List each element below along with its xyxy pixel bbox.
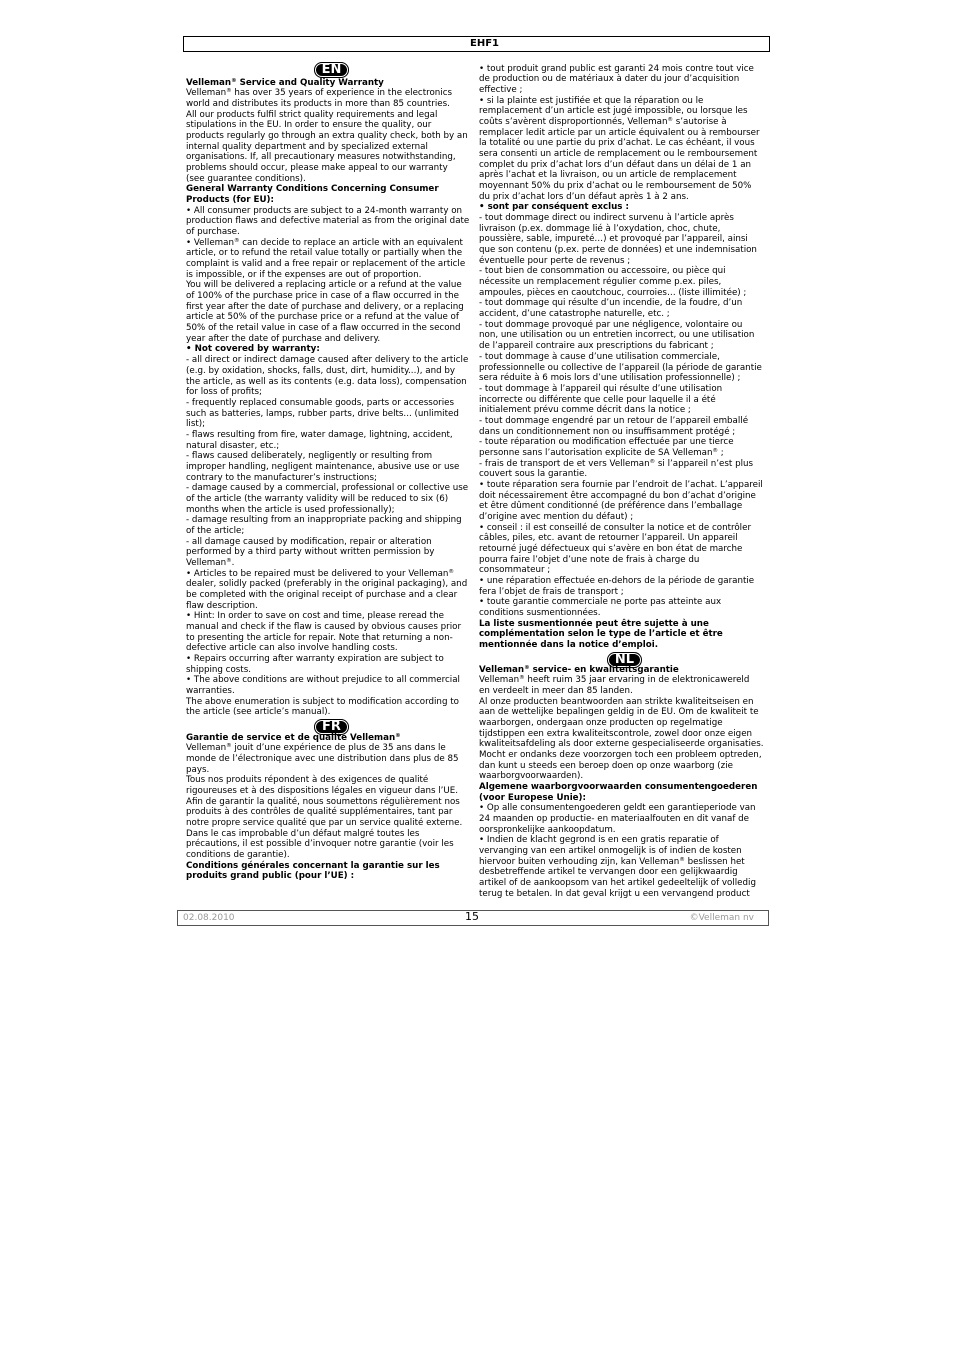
nl-text-line: oorspronkelijke aankoopdatum. — [479, 824, 616, 835]
model-name: EHF1 — [470, 38, 499, 49]
fr-text-continued-line: la totalité ou une partie du prix d’achat. Le cas échéant, il vous — [479, 138, 755, 149]
en-text-line: - damage caused by a commercial, professional or collective use — [186, 483, 469, 494]
fr-text-continued-line: poussière, sable, impureté…) et provoqué par l’appareil, ainsi — [479, 234, 748, 245]
en-text-line: • Not covered by warranty: — [186, 344, 320, 355]
fr-text-continued-line: La liste susmentionnée peut être sujette à une — [479, 618, 709, 629]
nl-text-line: waarborgvoorwaarden). — [479, 771, 584, 782]
fr-text-continued-line: moyennant 50% du prix d’achat ou le remboursement de 50% — [479, 181, 752, 192]
fr-text-line: conditions de garantie). — [186, 850, 290, 861]
fr-text-line: produits à des contrôles de qualité supplémentaires, tant par — [186, 807, 453, 818]
en-text-line: • Velleman® can decide to replace an article with an equivalent — [186, 237, 463, 248]
nl-text-line: Mocht er ondanks deze voorzorgen toch een probleem optreden, — [479, 750, 762, 761]
en-text-line: Products (for EU): — [186, 195, 274, 206]
fr-text-continued-line: - tout dommage provoqué par une négligence, volontaire ou — [479, 319, 743, 330]
nl-text-line: Algemene waarborgvoorwaarden consumentengoederen — [479, 782, 758, 793]
fr-text-continued-line: éventuelle pour perte de revenus ; — [479, 255, 631, 266]
en-text-line: of the article; — [186, 525, 245, 536]
fr-text-continued-line: complet du prix d’achat lors d’un défaut dans un délai de 1 an — [479, 159, 752, 170]
en-text-line: defective article can also involve handling costs. — [186, 643, 398, 654]
en-text-line: (e.g. by oxidation, shocks, falls, dust, dirt, humidity...), and by — [186, 365, 456, 376]
en-text-line: (see guarantee conditions). — [186, 173, 306, 184]
nl-text-line: Velleman® service- en kwaliteitsgarantie — [479, 664, 679, 675]
language-badge-en: EN — [314, 62, 349, 78]
fr-text-continued-line: consommateur ; — [479, 565, 551, 576]
language-badge-nl: NL — [607, 652, 642, 668]
en-text-line: to presenting the article for repair. Note that returning a non- — [186, 632, 453, 643]
en-text-line: • Hint: In order to save on cost and time, please reread the — [186, 611, 444, 622]
footer-copyright: ©Velleman nv — [689, 913, 754, 923]
en-text-line: natural disaster, etc.; — [186, 440, 280, 451]
fr-text-line: Tous nos produits répondent à des exigences de qualité — [186, 775, 429, 786]
fr-text-line: Velleman® jouit d’une expérience de plus de 35 ans dans le — [186, 743, 446, 754]
en-warranty-text — [186, 78, 478, 718]
fr-text-continued-line: sera consenti un article de remplacement ou le remboursement — [479, 149, 758, 160]
en-text-line: complaint is valid and a free repair or replacement of the article — [186, 259, 466, 270]
fr-text-continued-line: doit nécessairement être accompagné du bon d’achat d’origine — [479, 490, 756, 501]
en-text-line: - damage resulting from an inappropriate packing and shipping — [186, 515, 462, 526]
fr-text-continued-line: coûts s’avèrent disproportionnés, Velleman® s’autorise à — [479, 117, 727, 128]
fr-text-continued-line: • une réparation effectuée en-dehors de la période de garantie — [479, 575, 755, 586]
fr-text-line: pays. — [186, 764, 210, 775]
fr-text-continued-line: câbles, piles, etc. avant de retourner l’appareil. Un appareil — [479, 533, 738, 544]
fr-text-continued-line: professionnelle ou collective de l’appareil (la période de garantie — [479, 362, 762, 373]
nl-text-line: (voor Europese Unie): — [479, 792, 587, 803]
en-text-line: • The above conditions are without prejudice to all commercial — [186, 675, 460, 686]
fr-text-continued-line: et être dûment conditionné (de préférence dans l’emballage — [479, 501, 743, 512]
fr-text-continued-line: - frais de transport de et vers Velleman® si l’appareil n’est plus — [479, 458, 754, 469]
nl-text-line: terug te betalen. In dat geval krijgt u een vervangend product — [479, 888, 750, 899]
en-text-line: - flaws caused deliberately, negligently or resulting from — [186, 451, 433, 462]
en-text-line: performed by a third party without written permission by — [186, 547, 435, 558]
fr-text-line: Dans le cas improbable d’un défaut malgré toutes les — [186, 828, 420, 839]
en-text-line: General Warranty Conditions Concerning Consumer — [186, 184, 439, 195]
fr-text-line: Afin de garantir la qualité, nous soumettons régulièrement nos — [186, 796, 460, 807]
page-footer — [177, 910, 769, 926]
fr-text-continued-line: • toute garantie commerciale ne porte pas atteinte aux — [479, 597, 722, 608]
fr-text-continued-line: conditions susmentionnées. — [479, 607, 601, 618]
nl-text-line: 24 maanden op productie- en materiaalfouten en dit vanaf de — [479, 814, 749, 825]
en-text-line: • Repairs occurring after warranty expiration are subject to — [186, 653, 444, 664]
nl-text-line: Al onze producten beantwoorden aan strikte kwaliteitseisen en — [479, 696, 754, 707]
fr-text-continued-line: complémentation selon le type de l’article et être — [479, 629, 723, 640]
fr-text-continued-line: remplacer ledit article par un article équivalent ou à rembourser — [479, 127, 760, 138]
en-text-line: Velleman® Service and Quality Warranty — [186, 77, 384, 88]
nl-text-line: kwaliteitsafdeling als door externe gespecialiseerde organisaties. — [479, 739, 764, 750]
en-text-line: the article, as well as its contents (e.g. data loss), compensation — [186, 376, 467, 387]
nl-warranty-text — [479, 665, 771, 900]
fr-text-continued-line: • toute réparation sera fournie par l’endroit de l’achat. L’appareil — [479, 479, 763, 490]
fr-text-continued-line: livraison (p.ex. dommage lié à l’oxydation, choc, chute, — [479, 223, 721, 234]
fr-text-continued-line: sera réduite à 6 mois lors d’une utilisation professionnelle) ; — [479, 373, 741, 384]
fr-text-continued-line: de production ou de matériaux à dater du jour d’acquisition — [479, 74, 740, 85]
en-text-line: months when the article is used professionally); — [186, 504, 395, 515]
fr-text-continued-line: - tout dommage à l’appareil qui résulte d’une utilisation — [479, 383, 723, 394]
en-text-line: You will be delivered a replacing article or a refund at the value — [186, 280, 462, 291]
en-text-line: products regularly go through an extra quality check, both by an — [186, 131, 468, 142]
en-text-line: internal quality department and by specialized external — [186, 141, 428, 152]
fr-text-continued-line: de l’appareil contraire aux prescriptions du fabricant ; — [479, 341, 714, 352]
fr-text-continued-line: • si la plainte est justifiée et que la réparation ou le — [479, 95, 704, 106]
fr-text-continued-line: nécessite un remplacement régulier comme p.ex. piles, — [479, 277, 722, 288]
en-text-line: article, or to refund the retail value totally or partially when the — [186, 248, 463, 259]
fr-text-line: notre propre service qualité que par un service qualité externe. — [186, 818, 463, 829]
en-text-line: article at 50% of the purchase price or a refund at the value of — [186, 312, 459, 323]
fr-text-continued-line: couvert sous la garantie. — [479, 469, 588, 480]
fr-text-line: monde de l’électronique avec une distribution dans plus de 85 — [186, 754, 459, 765]
en-text-line: be completed with the original receipt of purchase and a clear — [186, 589, 458, 600]
fr-text-line: Conditions générales concernant la garantie sur les — [186, 860, 440, 871]
en-text-line: warranties. — [186, 685, 235, 696]
fr-text-line: rigoureuses et à des dispositions légales en vigueur dans l’UE. — [186, 786, 459, 797]
en-text-line: - frequently replaced consumable goods, parts or accessories — [186, 397, 455, 408]
en-text-line: The above enumeration is subject to modification according to — [186, 696, 459, 707]
en-text-line: - flaws resulting from fire, water damage, lightning, accident, — [186, 429, 453, 440]
fr-text-continued-line: initialement prévu comme décrit dans la notice ; — [479, 405, 691, 416]
language-badge-fr: FR — [314, 719, 349, 735]
en-text-line: of purchase. — [186, 227, 240, 238]
fr-text-continued-line: accident, d’une catastrophe naturelle, etc. ; — [479, 309, 670, 320]
nl-text-line: tijdstippen een extra kwaliteitscontrole, zowel door onze eigen — [479, 728, 753, 739]
en-text-line: manual and check if the flaw is caused by obvious causes prior — [186, 621, 462, 632]
en-text-line: for loss of profits; — [186, 387, 262, 398]
fr-text-continued-line: - tout dommage engendré par un retour de l’appareil emballé — [479, 415, 749, 426]
nl-text-line: desbetreffende artikel te vervangen door een gelijkwaardig — [479, 867, 738, 878]
fr-text-continued-line: effective ; — [479, 85, 523, 96]
fr-text-continued-line: que son contenu (p.ex. perte de données) et une indemnisation — [479, 245, 757, 256]
fr-text-continued-line: - tout bien de consommation ou accessoire, ou pièce qui — [479, 266, 726, 277]
en-text-line: production flaws and defective material as from the original date — [186, 216, 470, 227]
en-text-line: year after the date of purchase and delivery. — [186, 333, 381, 344]
nl-text-line: hiervoor buiten verhouding zijn, kan Velleman® beslissen het — [479, 856, 745, 867]
fr-text-continued-line: • sont par conséquent exclus : — [479, 202, 629, 213]
en-text-line: All our products fulfil strict quality requirements and legal — [186, 109, 438, 120]
en-text-line: improper handling, negligent maintenance, abusive use or use — [186, 461, 460, 472]
en-text-line: flaw description. — [186, 600, 258, 611]
nl-text-line: Velleman® heeft ruim 35 jaar ervaring in de elektronicawereld — [479, 675, 750, 686]
nl-text-line: artikel of de aankoopsom van het artikel gedeeltelijk of volledig — [479, 878, 756, 889]
fr-text-continued-line: remplacement d’un article est jugé impossible, ou lorsque les — [479, 106, 748, 117]
en-text-line: contrary to the manufacturer’s instructions; — [186, 472, 377, 483]
fr-text-continued-line: d’origine avec mention du défaut) ; — [479, 511, 634, 522]
fr-text-continued-line: incorrecte ou différente que celle pour laquelle il a été — [479, 394, 716, 405]
fr-text-continued-line: ampoules, pièces en caoutchouc, courroies… (liste illimitée) ; — [479, 287, 747, 298]
fr-warranty-text — [186, 733, 478, 882]
nl-text-line: aan de wettelijke bepalingen geldig in de EU. Om de kwaliteit te — [479, 707, 759, 718]
en-text-line: first year after the date of purchase and delivery, or a replacing — [186, 301, 464, 312]
en-text-line: • All consumer products are subject to a 24-month warranty on — [186, 205, 463, 216]
fr-text-continued-line: dans un conditionnement non ou insuffisamment protégé ; — [479, 426, 736, 437]
nl-text-line: • Indien de klacht gegrond is en een gratis reparatie of — [479, 835, 719, 846]
fr-text-line: produits grand public (pour l’UE) : — [186, 871, 355, 882]
en-text-line: the article (see article’s manual). — [186, 707, 331, 718]
fr-warranty-text-continued — [479, 64, 771, 651]
fr-text-continued-line: mentionnée dans la notice d’emploi. — [479, 639, 658, 650]
nl-text-line: dan kunt u steeds een beroep doen op onze waarborg (zie — [479, 760, 733, 771]
en-text-line: list); — [186, 419, 206, 430]
fr-text-continued-line: - tout dommage qui résulte d’un incendie, de la foudre, d’un — [479, 298, 743, 309]
fr-text-line: précautions, il est possible d’invoquer notre garantie (voir les — [186, 839, 454, 850]
en-text-line: 50% of the retail value in case of a flaw occurred in the second — [186, 323, 461, 334]
fr-text-continued-line: retourné jugé défectueux qui s’avère en bon état de marche — [479, 543, 743, 554]
fr-text-continued-line: - tout dommage à cause d’une utilisation commerciale, — [479, 351, 720, 362]
en-text-line: world and distributes its products in more than 85 countries. — [186, 99, 450, 110]
fr-text-continued-line: fera l’objet de frais de transport ; — [479, 586, 624, 597]
en-text-line: Velleman® has over 35 years of experience in the electronics — [186, 88, 453, 99]
en-text-line: of the article (the warranty validity will be reduced to six (6) — [186, 493, 449, 504]
fr-text-continued-line: après l’achat et la livraison, ou un article de remplacement — [479, 170, 737, 181]
en-text-line: shipping costs. — [186, 664, 251, 675]
fr-text-continued-line: non, une utilisation ou un entretien incorrect, ou une utilisation — [479, 330, 755, 341]
fr-text-continued-line: • conseil : il est conseillé de consulter la notice et de contrôler — [479, 522, 752, 533]
page-number: 15 — [465, 910, 479, 923]
en-text-line: is impossible, or if the expenses are out of proportion. — [186, 269, 422, 280]
fr-text-continued-line: personne sans l’autorisation explicite de SA Velleman® ; — [479, 447, 724, 458]
nl-text-line: vervanging van een artikel onmogelijk is of indien de kosten — [479, 846, 742, 857]
en-text-line: such as batteries, lamps, rubber parts, drive belts... (unlimited — [186, 408, 459, 419]
en-text-line: organisations. If, all precautionary measures notwithstanding, — [186, 152, 456, 163]
footer-date: 02.08.2010 — [183, 913, 235, 923]
en-text-line: Velleman®. — [186, 557, 235, 568]
en-text-line: problems should occur, please make appeal to our warranty — [186, 163, 448, 174]
nl-text-line: • Op alle consumentengoederen geldt een garantieperiode van — [479, 803, 756, 814]
fr-text-continued-line: • tout produit grand public est garanti 24 mois contre tout vice — [479, 63, 754, 74]
fr-text-continued-line: - toute réparation ou modification effectuée par une tierce — [479, 437, 734, 448]
nl-text-line: waarborgen, ondergaan onze producten op regelmatige — [479, 718, 723, 729]
en-text-line: - all damage caused by modification, repair or alteration — [186, 536, 432, 547]
nl-text-line: en verdeelt in meer dan 85 landen. — [479, 686, 633, 697]
en-text-line: stipulations in the EU. In order to ensure the quality, our — [186, 120, 432, 131]
en-text-line: - all direct or indirect damage caused after delivery to the article — [186, 355, 469, 366]
en-text-line: of 100% of the purchase price in case of a flaw occurred in the — [186, 291, 459, 302]
fr-text-continued-line: - tout dommage direct ou indirect survenu à l’article après — [479, 213, 734, 224]
fr-text-continued-line: du prix d’achat lors d’un défaut après 1 à 2 ans. — [479, 191, 689, 202]
fr-text-continued-line: pourra faire l’objet d’une note de frais à charge du — [479, 554, 700, 565]
fr-text-line: Garantie de service et de qualité Velleman® — [186, 732, 401, 743]
en-text-line: • Articles to be repaired must be delivered to your Velleman® — [186, 568, 454, 579]
model-header — [183, 36, 770, 52]
en-text-line: dealer, solidly packed (preferably in the original packaging), and — [186, 579, 468, 590]
